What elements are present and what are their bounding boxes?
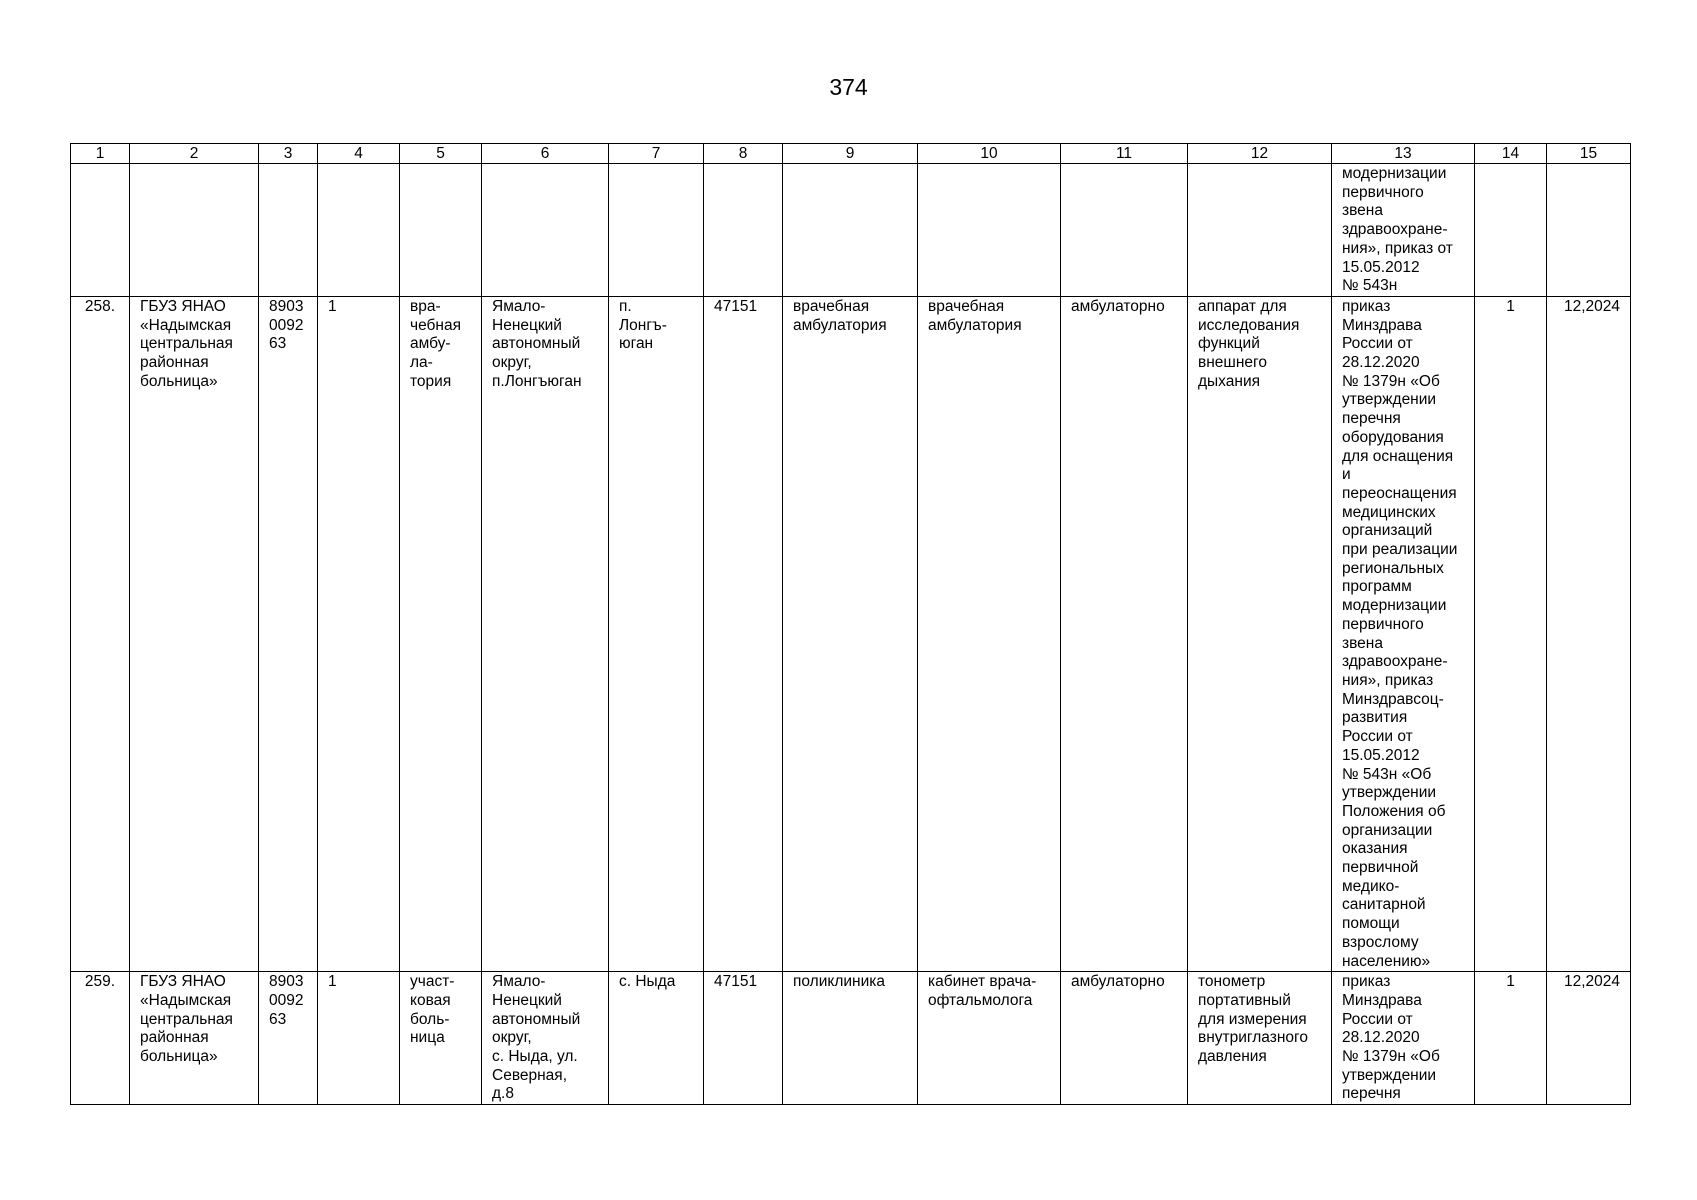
table-cell [71,164,130,297]
subdivision: врачебная амбулатория [783,296,918,971]
deadline: 12,2024 [1547,296,1631,971]
organization-name: ГБУЗ ЯНАО «Надымская центральная районная больница» [130,296,259,971]
facility-type: вра- чебная амбу- ла- тория [400,296,482,971]
unit-count: 1 [318,972,400,1105]
inn-code: 8903 0092 63 [259,296,318,971]
cabinet: врачебная амбулатория [918,296,1061,971]
equipment-name: тонометр портативный для измерения внутриглазного давления [1188,972,1332,1105]
table-cell [1188,164,1332,297]
legal-basis: приказ Минздрава России от 28.12.2020 № 1379н «Об утверждении перечня [1332,972,1475,1105]
column-header: 1 [71,144,130,164]
care-conditions: амбулаторно [1061,296,1188,971]
oktmo-code: 47151 [704,972,783,1105]
page-number: 374 [829,74,868,100]
table-cell [400,164,482,297]
table-cell [704,164,783,297]
table-cell [1547,164,1631,297]
column-header: 6 [482,144,609,164]
column-header: 15 [1547,144,1631,164]
column-header: 4 [318,144,400,164]
column-header: 3 [259,144,318,164]
column-header: 12 [1188,144,1332,164]
table-cell [318,164,400,297]
table-cell [918,164,1061,297]
settlement: с. Ныда [609,972,704,1105]
care-conditions: амбулаторно [1061,972,1188,1105]
column-header: 11 [1061,144,1188,164]
table-cell [130,164,259,297]
cabinet: кабинет врача- офтальмолога [918,972,1061,1105]
column-header: 8 [704,144,783,164]
legal-basis: приказ Минздрава России от 28.12.2020 № 1379н «Об утверждении перечня оборудования для оснащения и переоснащения медицинских организаций при реализации региональных программ модернизации первичного звена здравоохране- ния», приказ Минздравсоц- развития России от 15.05.2012 № 543н «Об утверждении Положения об организации оказания первичной медико- санитарной помощи взрослому населению» [1332,296,1475,971]
legal-basis-text: модернизации первичного звена здравоохране- ния», приказ от 15.05.2012 № 543н [1342,165,1453,295]
subdivision: поликлиника [783,972,918,1105]
column-header: 2 [130,144,259,164]
column-number-row [71,144,1631,164]
table-cell [259,164,318,297]
quantity: 1 [1475,972,1547,1105]
table-row [71,972,1631,1105]
column-header: 5 [400,144,482,164]
table-cell [1332,164,1475,297]
column-header: 9 [783,144,918,164]
facility-type: участ- ковая боль- ница [400,972,482,1105]
settlement: п. Лонгъ- юган [609,296,704,971]
unit-count: 1 [318,296,400,971]
column-header: 7 [609,144,704,164]
column-header: 10 [918,144,1061,164]
column-header: 14 [1475,144,1547,164]
continuation-row [71,164,1631,297]
table-cell [1475,164,1547,297]
quantity: 1 [1475,296,1547,971]
table-cell [609,164,704,297]
oktmo-code: 47151 [704,296,783,971]
address: Ямало- Ненецкий автономный округ, с. Ныда, ул. Северная, д.8 [482,972,609,1105]
table-cell [783,164,918,297]
column-header: 13 [1332,144,1475,164]
row-number: 259. [71,972,130,1105]
deadline: 12,2024 [1547,972,1631,1105]
organization-name: ГБУЗ ЯНАО «Надымская центральная районная больница» [130,972,259,1105]
inn-code: 8903 0092 63 [259,972,318,1105]
table-cell [482,164,609,297]
equipment-name: аппарат для исследования функций внешнего дыхания [1188,296,1332,971]
table-row [71,296,1631,971]
address: Ямало- Ненецкий автономный округ, п.Лонгъюган [482,296,609,971]
equipment-table [70,143,1631,1105]
row-number: 258. [71,296,130,971]
table-cell [1061,164,1188,297]
